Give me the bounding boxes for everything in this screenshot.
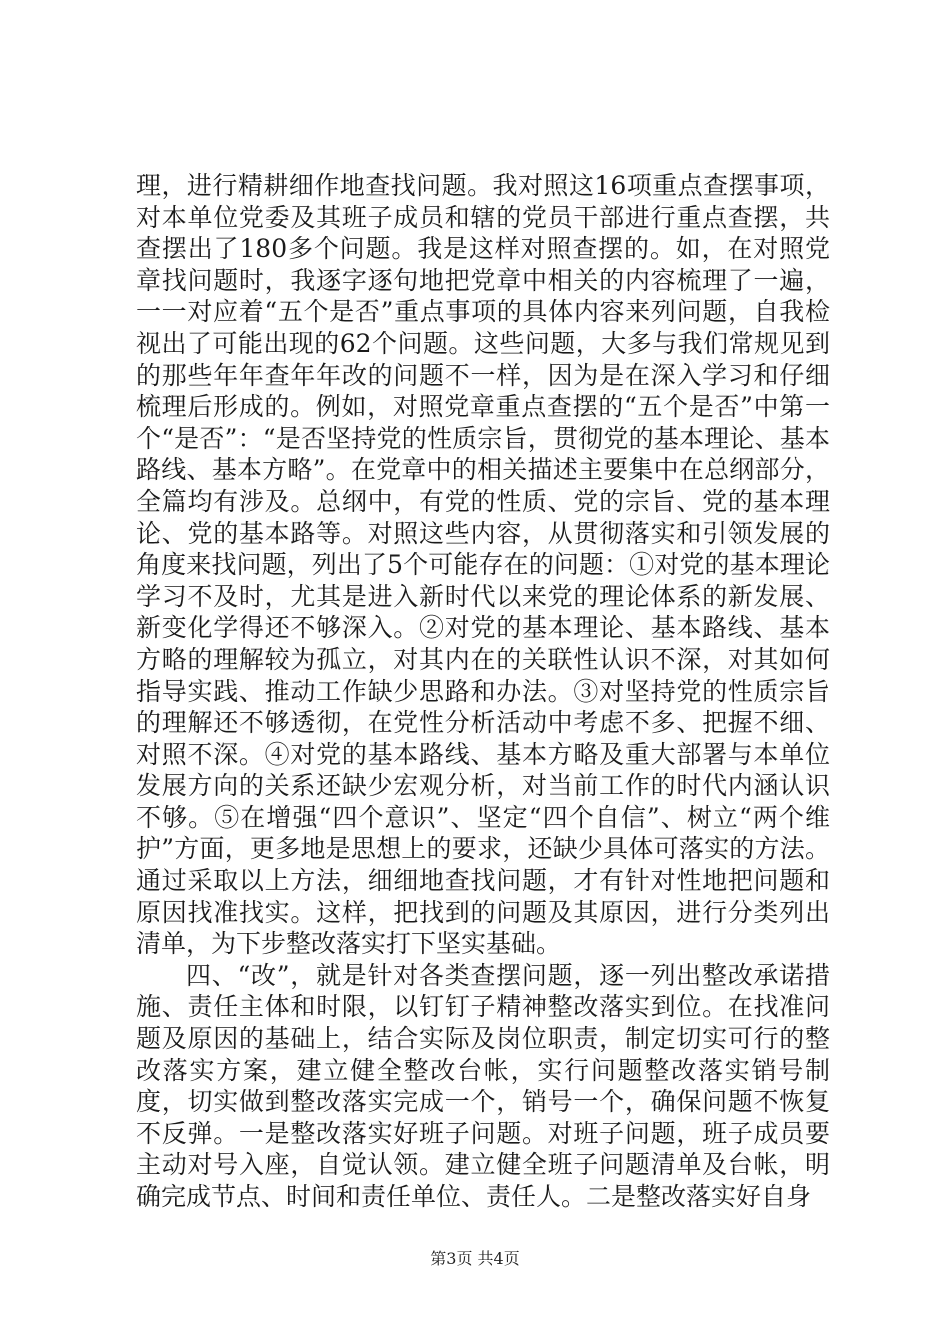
page-number-footer: 第3页 共4页: [430, 1249, 520, 1268]
paragraph-section-four: 四、“改”，就是针对各类查摆问题，逐一列出整改承诺措施、责任主体和时限，以钉钉子精神整改落实到位。在找准问题及原因的基础上，结合实际及岗位职责，制定切实可行的整改落实方案，建立健全整改台帐，实行问题整改落实销号制度，切实做到整改落实完成一个，销号一个，确保问题不恢复不反弹。一是整改落实好班子问题。对班子问题，班子成员要主动对号入座，自觉认领。建立健全班子问题清单及台帐，明确完成节点、时间和责任单位、责任人。二是整改落实好自身: [136, 960, 830, 1211]
document-body: [136, 170, 830, 1213]
paragraph-continued: 理，进行精耕细作地查找问题。我对照这16项重点查摆事项，对本单位党委及其班子成员和辖的党员干部进行重点查摆，共查摆出了180多个问题。我是这样对照查摆的。如，在对照党章找问题时，我逐字逐句地把党章中相关的内容梳理了一遍，一一对应着“五个是否”重点事项的具体内容来列问题，自我检视出了可能出现的62个问题。这些问题，大多与我们常规见到的那些年年查年年改的问题不一样，因为是在深入学习和仔细梳理后形成的。例如，对照党章重点查摆的“五个是否”中第一个“是否”：“是否坚持党的性质宗旨，贯彻党的基本理论、基本路线、基本方略”。在党章中的相关描述主要集中在总纲部分，全篇均有涉及。总纲中，有党的性质、党的宗旨、党的基本理论、党的基本路等。对照这些内容，从贯彻落实和引领发展的角度来找问题，列出了5个可能存在的问题：①对党的基本理论学习不及时，尤其是进入新时代以来党的理论体系的新发展、新变化学得还不够深入。②对党的基本理论、基本路线、基本方略的理解较为孤立，对其内在的关联性认识不深，对其如何指导实践、推动工作缺少思路和办法。③对坚持党的性质宗旨的理解还不够透彻，在党性分析活动中考虑不多、把握不细、对照不深。④对党的基本路线、基本方略及重大部署与本单位发展方向的关系还缺少宏观分析，对当前工作的时代内涵认识不够。⑤在增强“四个意识”、坚定“四个自信”、树立“两个维护”方面，更多地是思想上的要求，还缺少具体可落实的方法。通过采取以上方法，细细地查找问题，才有针对性地把问题和原因找准找实。这样，把找到的问题及其原因，进行分类列出清单，为下步整改落实打下坚实基础。: [136, 171, 830, 959]
